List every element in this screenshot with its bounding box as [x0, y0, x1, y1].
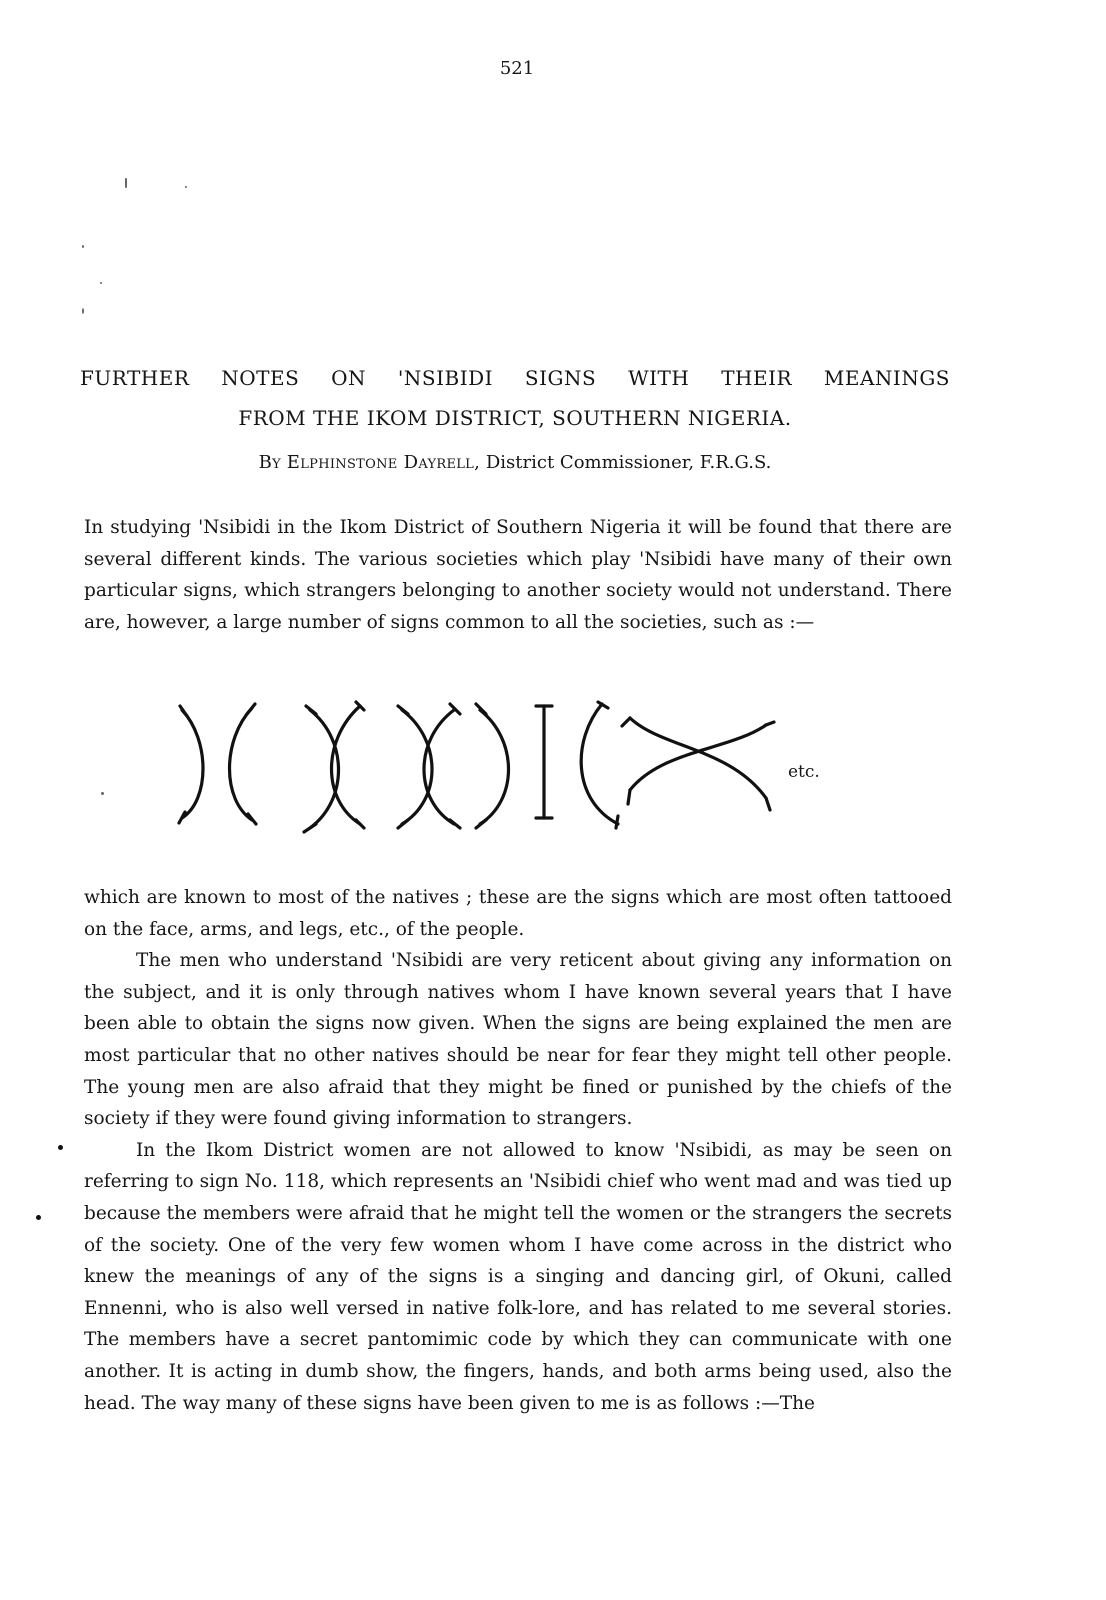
byline-prefix: By	[258, 452, 282, 473]
figure-etc-label: etc.	[788, 762, 820, 782]
title-line-2: FROM THE IKOM DISTRICT, SOUTHERN NIGERIA.	[238, 406, 792, 430]
scan-speck	[58, 1145, 63, 1150]
byline-credentials: District Commissioner, F.R.G.S.	[485, 452, 772, 473]
sign-left-arc	[581, 702, 618, 828]
paragraph-women-ikom: In the Ikom District women are not allowed to know 'Nsibidi, as may be seen on referring to sign No. 118, which represents an 'Nsibidi chief who went mad and was tied up because the members were afraid that he might tell the women or the strangers the secrets of the society. One of the very few women whom I have come across in the district who knew the meanings of any of the signs is a singing and dancing girl, of Okuni, called Ennenni, who is also well versed in native folk-lore, and has related to me several stories. The members have a secret pantomimic code by which they can communicate with one another. It is acting in dumb show, the fingers, hands, and both arms being used, also the head. The way many of these signs have been given to me is as follows :—The	[84, 1139, 952, 1414]
scan-speck	[185, 186, 187, 188]
sign-crossed-arcs-2	[398, 704, 460, 828]
scan-speck	[82, 308, 84, 314]
scan-speck	[36, 1215, 41, 1220]
body-text	[84, 882, 952, 1419]
page-number: 521	[499, 58, 535, 79]
sign-lens-shape	[622, 718, 774, 810]
scan-speck	[82, 245, 84, 248]
paragraph-known-signs: which are known to most of the natives ; these are the signs which are most often tattooed on the face, arms, and legs, etc., of the people.	[84, 887, 952, 940]
scan-speck	[101, 792, 104, 795]
nsibidi-signs-figure	[170, 700, 820, 845]
scan-speck	[125, 178, 127, 188]
paragraph-reticent-men: The men who understand 'Nsibidi are very reticent about giving any information on the subject, and it is only through natives whom I have known several years that I have been able to obtain the signs now given. When the signs are being explained the men are most particular that no other natives should be near for fear they might tell other people. The young men are also afraid that they might be fined or punished by the chiefs of the society if they were found giving information to strangers.	[84, 950, 952, 1130]
byline-author: Elphinstone Dayrell,	[286, 452, 481, 473]
sign-single-arc	[476, 704, 509, 828]
title-line-1: FURTHER NOTES ON 'NSIBIDI SIGNS WITH THEIR MEANINGS	[80, 366, 950, 390]
sign-back-to-back-arcs	[179, 704, 256, 824]
article-title	[80, 358, 950, 438]
scan-speck	[100, 282, 102, 284]
paragraph-intro: In studying 'Nsibidi in the Ikom District of Southern Nigeria it will be found that there are several different kinds. The various societies which play 'Nsibidi have many of their own particular signs, which strangers belonging to another society would not understand. There are, however, a large number of signs common to all the societies, such as :—	[84, 517, 952, 633]
sign-crossed-arcs-1	[304, 702, 364, 832]
byline	[80, 452, 950, 473]
sign-vertical-bar	[536, 706, 552, 818]
